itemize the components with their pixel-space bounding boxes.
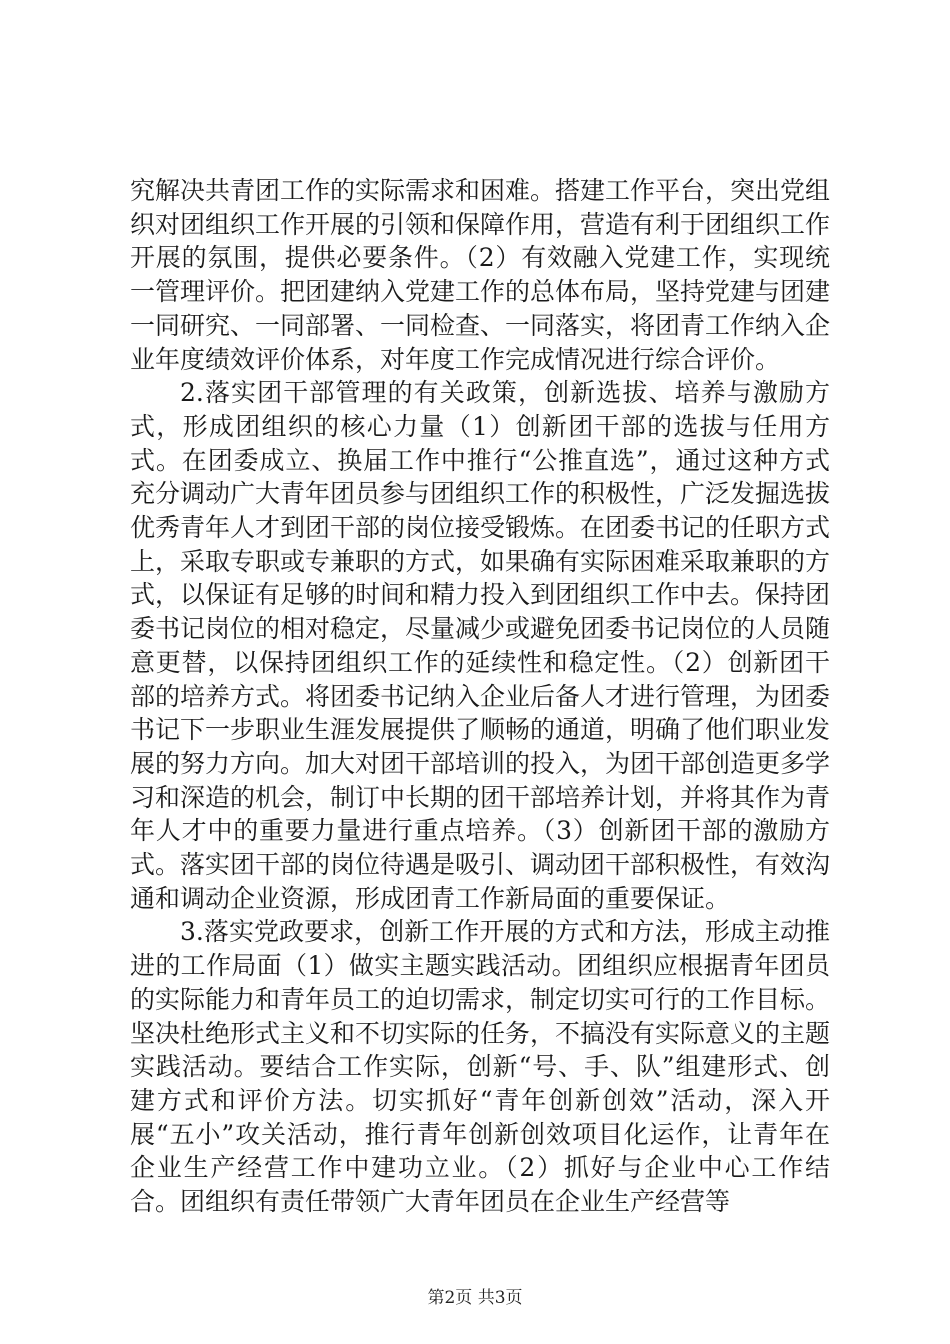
page-number-footer: 第2页 共3页 [427, 1288, 523, 1308]
paragraph-3: 3.落实党政要求，创新工作开展的方式和方法，形成主动推进的工作局面（1）做实主题实践活动。团组织应根据青年团员的实际能力和青年员工的迫切需求，制定切实可行的工作目标。坚决杜绝形式主义和不切实际的任务，不搞没有实际意义的主题实践活动。要结合工作实际，创新“号、手、队”组建形式、创建方式和评价方法。切实抓好“青年创新创效”活动，深入开展“五小”攻关活动，推行青年创新创效项目化运作，让青年在企业生产经营工作中建功立业。（2）抓好与企业中心工作结合。团组织有责任带领广大青年团员在企业生产经营等 [130, 917, 831, 1217]
paragraph-2: 2.落实团干部管理的有关政策，创新选拔、培养与激励方式，形成团组织的核心力量（1）创新团干部的选拔与任用方式。在团委成立、换届工作中推行“公推直选”，通过这种方式充分调动广大青年团员参与团组织工作的积极性，广泛发掘选拔优秀青年人才到团干部的岗位接受锻炼。在团委书记的任职方式上，采取专职或专兼职的方式，如果确有实际困难采取兼职的方式，以保证有足够的时间和精力投入到团组织工作中去。保持团委书记岗位的相对稳定，尽量减少或避免团委书记岗位的人员随意更替，以保持团组织工作的延续性和稳定性。（2）创新团干部的培养方式。将团委书记纳入企业后备人才进行管理，为团委书记下一步职业生涯发展提供了顺畅的通道，明确了他们职业发展的努力方向。加大对团干部培训的投入，为团干部创造更多学习和深造的机会，制订中长期的团干部培养计划，并将其作为青年人才中的重要力量进行重点培养。（3）创新团干部的激励方式。落实团干部的岗位待遇是吸引、调动团干部积极性，有效沟通和调动企业资源，形成团青工作新局面的重要保证。 [130, 378, 831, 913]
document-body [130, 174, 830, 1219]
paragraph-1: 究解决共青团工作的实际需求和困难。搭建工作平台，突出党组织对团组织工作开展的引领和保障作用，营造有利于团组织工作开展的氛围，提供必要条件。（2）有效融入党建工作，实现统一管理评价。把团建纳入党建工作的总体布局，坚持党建与团建一同研究、一同部署、一同检查、一同落实，将团青工作纳入企业年度绩效评价体系，对年度工作完成情况进行综合评价。 [130, 176, 831, 374]
